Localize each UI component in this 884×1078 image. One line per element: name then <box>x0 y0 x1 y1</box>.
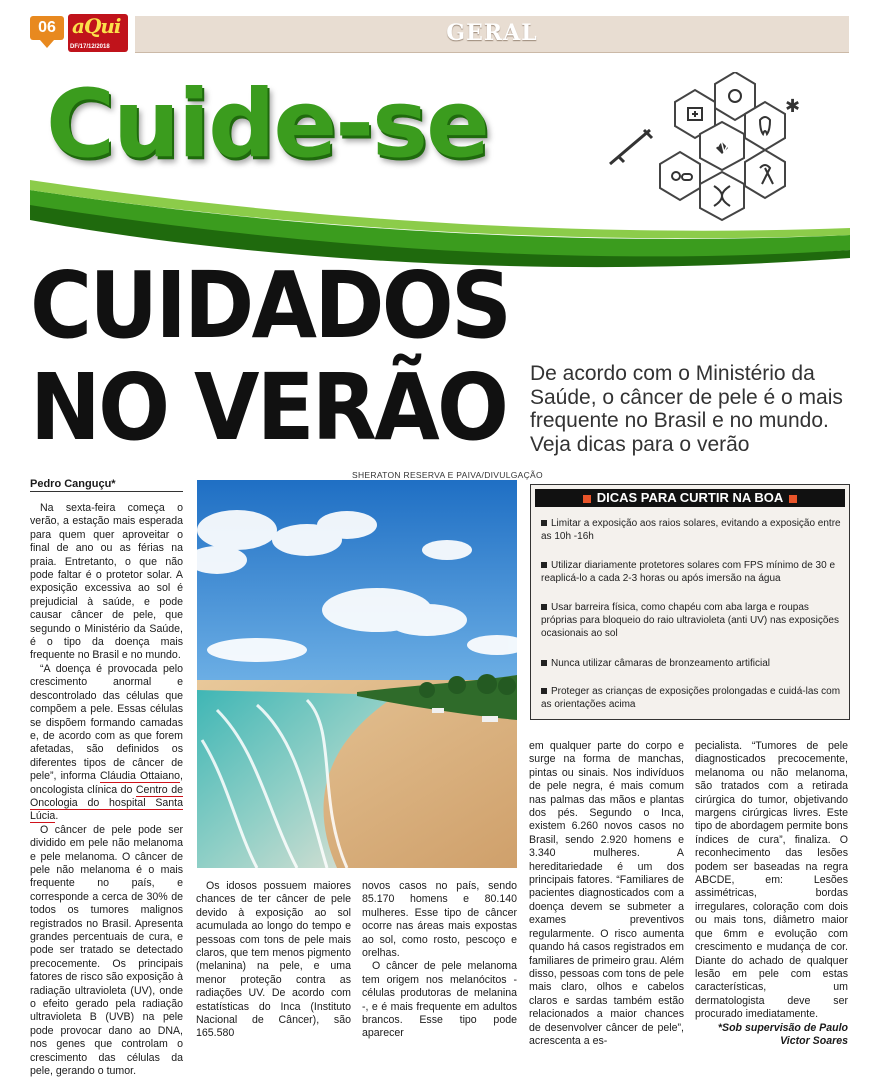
article-column-2 <box>196 880 351 1041</box>
bullet-icon <box>541 562 547 568</box>
banner-title: Cuide-se <box>46 70 488 179</box>
article-column-4 <box>529 740 684 1048</box>
square-icon <box>583 495 591 503</box>
tip-text: Usar barreira física, como chapéu com aba larga e roupas próprias para bloqueio do raio ultravioleta (anti UV) nas exposições ocasionais ao sol <box>541 602 839 639</box>
tip-item <box>541 601 841 640</box>
article-paragraph: pecialista. “Tumores de pele diagnosticados precocemente, melanoma ou não melanoma, são tratados com a retirada cirúrgica do tumor, objetivando margens cirúrgicas livres. Este tipo de abordagem permite bons índices de cura”, finaliza. O reconhecimento das lesões podem ser baseadas na regra ABCDE, em: Lesões assimétricas, bordas irregulares, coloração com dois ou mais tons, diâmetro maior que 6mm e evolução com crescimento e mudança de cor. Diante do achado de qualquer lesão em pele com estas características, um dermatologista deve ser procurado imediatamente. <box>695 740 848 1021</box>
tip-text: Limitar a exposição aos raios solares, evitando a exposição entre as 10h -16h <box>541 518 841 542</box>
page-arrow-icon <box>40 40 54 48</box>
photo-credit: SHERATON RESERVA E PAIVA/DIVULGAÇÃO <box>352 470 543 480</box>
tip-text: Proteger as crianças de exposições prolongadas e cuidá-las com as orientações acima <box>541 686 841 710</box>
tip-text: Nunca utilizar câmaras de bronzeamento artificial <box>551 658 770 669</box>
article-paragraph: O câncer de pele pode ser dividido em pele não melanoma e pele melanoma. O câncer de pele não melanoma é o mais frequente no país, e corresponde a cerca de 30% de todos os tumores malignos registrados no Brasil. Apresenta grandes percentuais de cura, e pode ser tratado se detectado precocemente. Os principais fatores de risco são exposição à radiação ultravioleta (UV), onde o efeito gerado pela radiação ultravioleta B (UVB) na pele pode provocar dano ao DNA, nos genes que controlam o crescimento das células da pele, gerando o tumor. <box>30 823 183 1078</box>
article-paragraph: novos casos no país, sendo 85.170 homens e 80.140 mulheres. Esse tipo de câncer ocorre nas áreas mais expostas ao sol, como rosto, pescoço e orelhas. <box>362 880 517 960</box>
tip-item <box>541 685 841 711</box>
article-paragraph <box>30 663 183 824</box>
byline-rule <box>30 491 183 492</box>
bullet-icon <box>541 688 547 694</box>
article-column-5 <box>695 740 848 1048</box>
tip-item <box>541 657 841 670</box>
highlighted-hospital: Centro de Oncologia do hospital Santa Lúcia <box>30 783 183 823</box>
article-column-1 <box>30 502 183 1078</box>
tip-text: Utilizar diariamente protetores solares com FPS mínimo de 30 e reaplicá-lo a cada 2-3 horas ou após imersão na água <box>541 560 836 584</box>
article-paragraph: Os idosos possuem maiores chances de ter câncer de pele devido à exposição ao sol acumulada ao longo do tempo e pessoas com tons de pele mais claros, que tem menos pigmento (melanina) na pele, e uma menor proteção contra as radiações UV. De acordo com estatísticas do Inca (Instituto Nacional de Câncer), são 165.580 <box>196 880 351 1040</box>
article-paragraph: O câncer de pele melanoma tem origem nos melanócitos - células produtoras de melanina -, e é mais frequente em adultos brancos. Esse tipo pode aparecer <box>362 960 517 1040</box>
byline: Pedro Canguçu* <box>30 478 116 490</box>
tips-header <box>535 489 845 507</box>
deck: De acordo com o Ministério da Saúde, o câncer de pele é o mais frequente no Brasil e no mundo. Veja dicas para o verão <box>530 362 843 456</box>
beach-photo <box>197 480 517 868</box>
article-column-3 <box>362 880 517 1041</box>
punctuation: . <box>55 810 59 823</box>
svg-text:✱: ✱ <box>785 96 801 117</box>
headline <box>30 252 510 461</box>
headline-line2: NO VERÃO <box>30 354 507 461</box>
quote-text: , oncologista clínica do <box>30 770 183 796</box>
section-title: GERAL <box>446 20 538 46</box>
bullet-icon <box>541 604 547 610</box>
bullet-icon <box>541 660 547 666</box>
supervision-note: *Sob supervisão de Paulo Victor Soares <box>717 1021 848 1047</box>
logo-text: aQui <box>72 14 121 38</box>
logo-date: DF/17/12/2018 <box>70 44 110 50</box>
tip-item <box>541 559 841 585</box>
page-number: 06 <box>30 16 64 40</box>
tips-title: DICAS PARA CURTIR NA BOA <box>596 490 784 505</box>
bullet-icon <box>541 520 547 526</box>
ribbon-icon <box>745 150 785 198</box>
newspaper-logo <box>68 14 128 52</box>
article-paragraph: Na sexta-feira começa o verão, a estação mais esperada para quem quer aproveitar o final de ano ou as férias na praia. Entretanto, o que não pode faltar é o protetor solar. A exposição excessiva ao sol é prejudicial à saúde, e pode causar câncer de pele, que segundo o Ministério da Saúde, é o tipo da doença mais frequente no Brasil e no mundo. <box>30 502 183 662</box>
quote-text: “A doença é provocada pelo crescimento anormal e descontrolado das células que compõem a pele. Essas células se dispõem formando camadas e, de acordo com as que forem afetadas, são definidos os diferentes tipos de câncer de pele”, informa <box>30 662 183 783</box>
tip-item <box>541 517 841 543</box>
article-paragraph: em qualquer parte do corpo e surge na forma de manchas, pintas ou sinais. Nos indivíduos de pele negra, é mais comum nas palmas das mãos e plantas dos pés. Segundo o Inca, existem 6.260 novos casos no Brasil, sendo 2.920 homens e 3.340 mulheres. A hereditariedade é um dos principais fatores. “Familiares de pacientes diagnosticados com a doença devem se submeter a exames preventivos regularmente. O risco aumenta quando há casos registrados em familiares de primeiro grau. Além disso, pessoas com tons de pele mais claro, olhos e cabelos claros e sardas também estão relacionados a maior chances de desenvolver câncer de pele”, acrescenta a es- <box>529 740 684 1047</box>
square-icon <box>789 495 797 503</box>
headline-line1: CUIDADOS <box>30 252 510 359</box>
medical-icons <box>600 72 810 232</box>
section-bar <box>135 16 849 53</box>
tips-box <box>530 484 850 720</box>
highlighted-name: Cláudia Ottaiano <box>99 770 181 783</box>
